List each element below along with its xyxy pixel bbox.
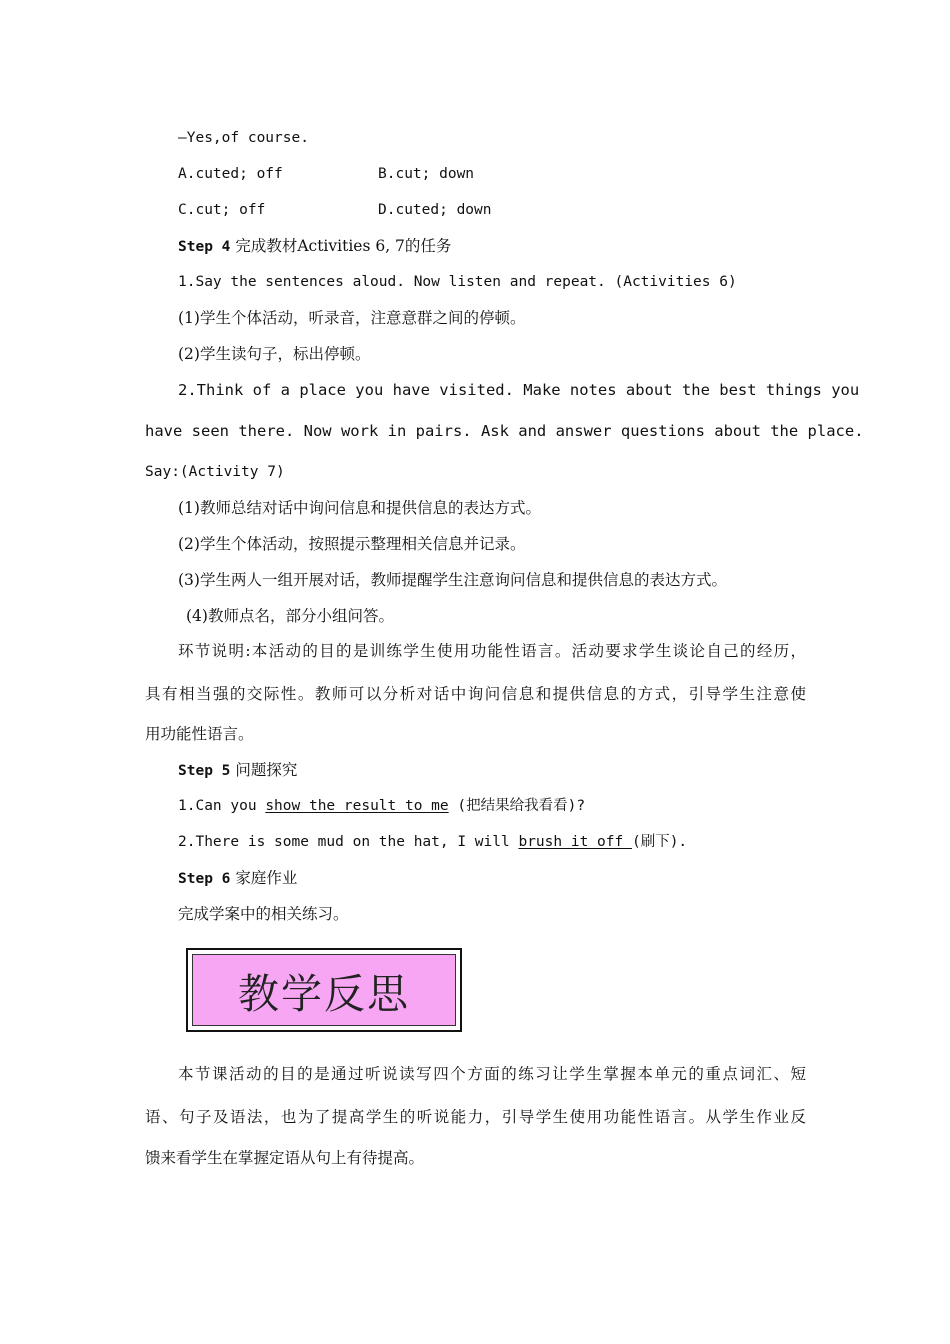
step4-item2-sub1: (1)教师总结对话中询问信息和提供信息的表达方式。 — [178, 499, 541, 517]
q1-suffix: (把结果给我看看)? — [448, 798, 586, 814]
step4-item1-sub1: (1)学生个体活动，听录音，注意意群之间的停顿。 — [178, 309, 526, 327]
option-a: A.cuted; off — [178, 166, 283, 182]
step4-item2-sub2: (2)学生个体活动，按照提示整理相关信息并记录。 — [178, 535, 526, 553]
step4-note-line3: 用功能性语言。 — [145, 725, 254, 743]
q1-phrase: show the result to me — [265, 798, 449, 814]
option-c: C.cut; off — [178, 202, 266, 218]
step4-item2-line2: have seen there. Now work in pairs. Ask and answer questions about the place. — [145, 422, 864, 440]
reflection-banner — [186, 948, 462, 1032]
q2-phrase: brush it off — [518, 834, 632, 850]
answer-line: —Yes,of course. — [178, 130, 309, 146]
reflection-line2: 语、句子及语法，也为了提高学生的听说能力，引导学生使用功能性语言。从学生作业反 — [145, 1108, 806, 1126]
step4-note-line1: 环节说明:本活动的目的是训练学生使用功能性语言。活动要求学生谈论自己的经历， — [178, 642, 806, 660]
step4-title: 完成教材Activities 6, 7的任务 — [235, 237, 452, 255]
step4-note-line2: 具有相当强的交际性。教师可以分析对话中询问信息和提供信息的方式，引导学生注意使 — [145, 685, 806, 703]
option-b: B.cut; down — [378, 166, 475, 182]
step5-question2 — [178, 832, 687, 852]
step4-item2-sub3: (3)学生两人一组开展对话，教师提醒学生注意询问信息和提供信息的表达方式。 — [178, 571, 727, 589]
reflection-banner-fill — [192, 954, 456, 1026]
step4-item2-line3: Say:(Activity 7) — [145, 464, 285, 480]
step5-heading — [178, 760, 297, 781]
step6-content: 完成学案中的相关练习。 — [178, 905, 349, 923]
step6-title: 家庭作业 — [235, 869, 298, 887]
q2-suffix: (刷下). — [631, 834, 688, 850]
step6-label: Step 6 — [178, 871, 231, 887]
q1-prefix: 1.Can you — [178, 798, 266, 814]
step4-item1-sub2: (2)学生读句子，标出停顿。 — [178, 345, 371, 363]
option-d: D.cuted; down — [378, 202, 492, 218]
step4-item2-line1: 2.Think of a place you have visited. Make notes about the best things you — [178, 381, 860, 399]
step4-item1: 1.Say the sentences aloud. Now listen and repeat. (Activities 6) — [178, 274, 737, 290]
step5-title: 问题探究 — [235, 761, 298, 779]
reflection-line3: 馈来看学生在掌握定语从句上有待提高。 — [145, 1149, 425, 1167]
reflection-line1: 本节课活动的目的是通过听说读写四个方面的练习让学生掌握本单元的重点词汇、短 — [178, 1065, 806, 1083]
step5-label: Step 5 — [178, 763, 231, 779]
step4-heading — [178, 236, 451, 257]
step5-question1 — [178, 796, 585, 816]
step6-heading — [178, 868, 297, 889]
step4-item2-sub4: (4)教师点名，部分小组问答。 — [186, 607, 394, 625]
reflection-banner-title: 教学反思 — [238, 969, 410, 1018]
q2-prefix: 2.There is some mud on the hat, I will — [178, 834, 519, 850]
step4-label: Step 4 — [178, 239, 231, 255]
